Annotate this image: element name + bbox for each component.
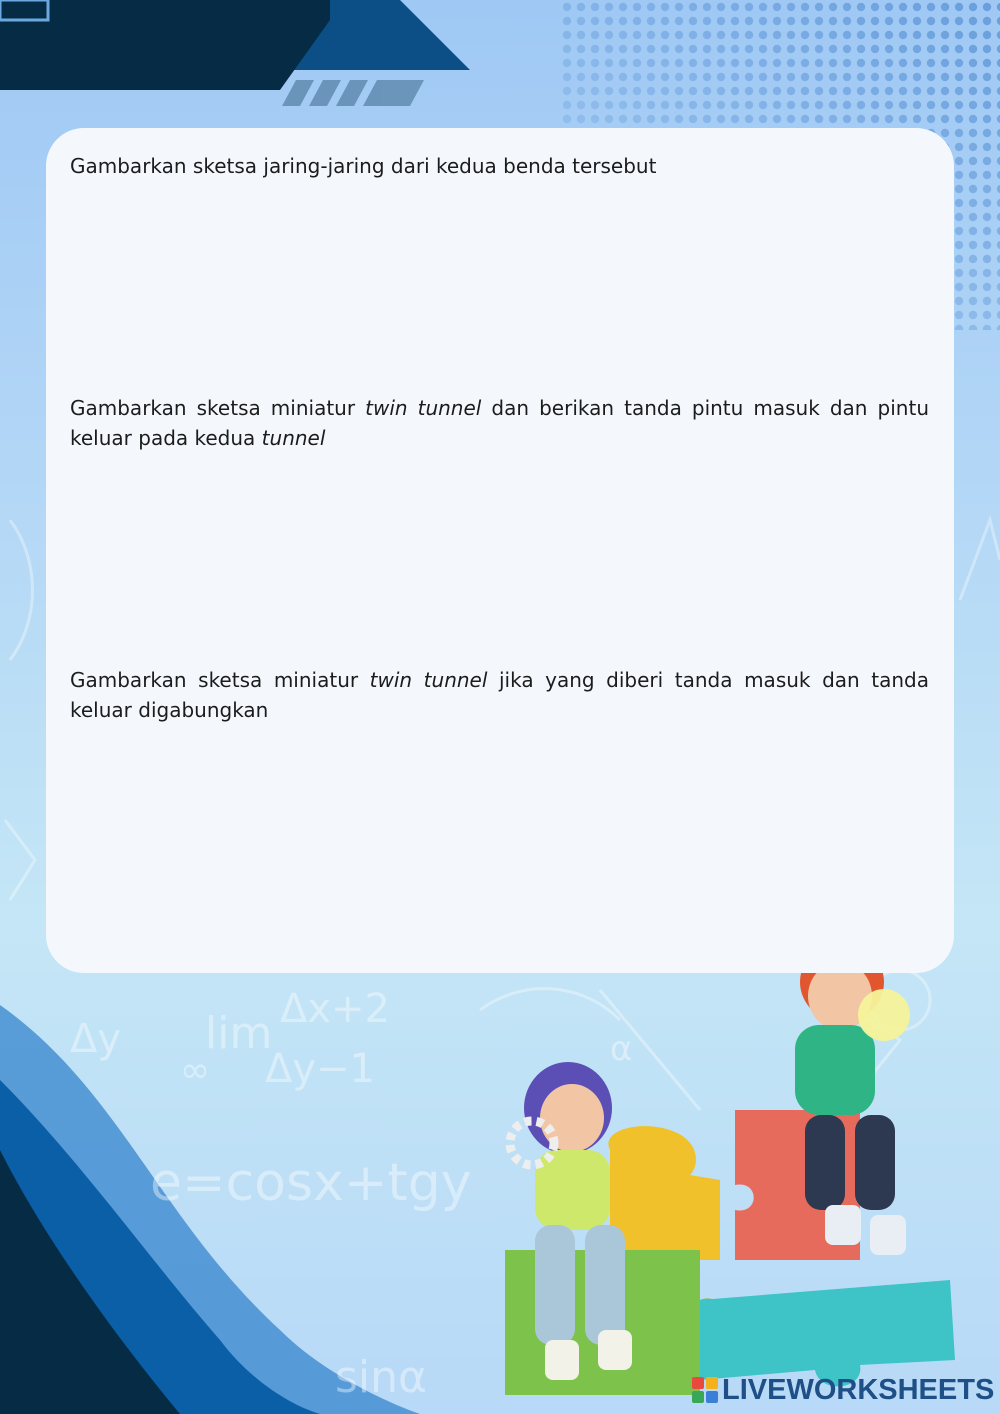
- svg-text:Δy: Δy: [70, 1016, 122, 1062]
- question-2: [70, 393, 929, 453]
- question-3-part2: jika yang diberi tanda masuk dan tanda keluar digabungkan: [70, 668, 929, 722]
- question-2-part1: Gambarkan sketsa miniatur: [70, 396, 366, 420]
- question-3-part1: Gambarkan sketsa miniatur: [70, 668, 370, 692]
- formula-cos: e=cosx+tgy: [150, 1153, 472, 1213]
- question-2-em1: twin tunnel: [365, 396, 482, 420]
- liveworksheets-logo-icon: [692, 1377, 718, 1403]
- svg-text:∞: ∞: [180, 1050, 210, 1091]
- formula-lim: lim: [205, 1008, 273, 1059]
- liveworksheets-watermark: [692, 1373, 994, 1407]
- header-stripes: [282, 80, 424, 106]
- question-3-em1: twin tunnel: [369, 668, 488, 692]
- question-1-text: Gambarkan sketsa jaring-jaring dari kedua benda tersebut: [70, 154, 657, 178]
- formula-dx: Δx+2: [280, 986, 390, 1032]
- worksheet-card: [46, 128, 954, 973]
- question-2-part2: dan berikan tanda pintu masuk dan pintu keluar pada kedua: [70, 396, 929, 450]
- watermark-text: LIVEWORKSHEETS: [722, 1373, 995, 1406]
- formula-dy: Δy−1: [265, 1046, 375, 1092]
- question-1: [70, 151, 929, 181]
- question-3: [70, 665, 929, 725]
- formula-sin: sinα: [335, 1352, 428, 1403]
- question-2-em2: tunnel: [261, 426, 326, 450]
- svg-text:α: α: [610, 1029, 633, 1069]
